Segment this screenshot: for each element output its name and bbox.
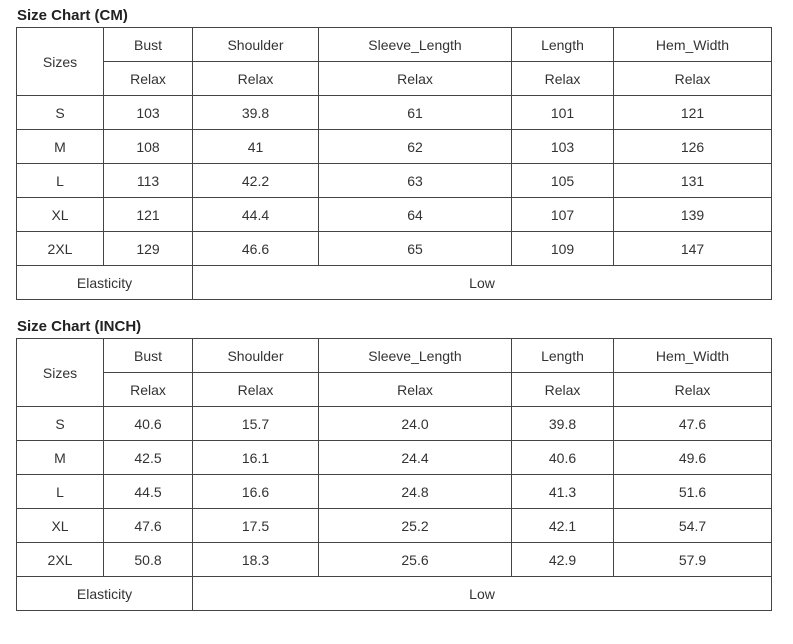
value-cell-length: 40.6	[512, 441, 614, 475]
chart-title-cm: Size Chart (CM)	[17, 7, 128, 24]
table-row	[17, 96, 772, 130]
table-row	[17, 407, 772, 441]
header-row	[17, 339, 772, 373]
column-header-bust: Bust	[104, 28, 193, 62]
value-cell-hem-width: 49.6	[614, 441, 772, 475]
size-cell: L	[17, 164, 104, 198]
value-cell-shoulder: 18.3	[193, 543, 319, 577]
value-cell-hem-width: 131	[614, 164, 772, 198]
value-cell-hem-width: 54.7	[614, 509, 772, 543]
size-cell: M	[17, 441, 104, 475]
value-cell-sleeve-length: 65	[319, 232, 512, 266]
value-cell-bust: 129	[104, 232, 193, 266]
value-cell-sleeve-length: 25.6	[319, 543, 512, 577]
size-cell: S	[17, 407, 104, 441]
subheader-cell: Relax	[614, 62, 772, 96]
table-row	[17, 198, 772, 232]
value-cell-hem-width: 121	[614, 96, 772, 130]
value-cell-shoulder: 46.6	[193, 232, 319, 266]
column-header-sleeve-length: Sleeve_Length	[319, 28, 512, 62]
table-row	[17, 543, 772, 577]
value-cell-length: 42.1	[512, 509, 614, 543]
table-row	[17, 164, 772, 198]
size-cell: 2XL	[17, 232, 104, 266]
value-cell-sleeve-length: 64	[319, 198, 512, 232]
value-cell-length: 107	[512, 198, 614, 232]
value-cell-hem-width: 126	[614, 130, 772, 164]
value-cell-hem-width: 47.6	[614, 407, 772, 441]
value-cell-sleeve-length: 63	[319, 164, 512, 198]
size-table-cm	[16, 27, 772, 300]
subheader-cell: Relax	[104, 62, 193, 96]
value-cell-shoulder: 44.4	[193, 198, 319, 232]
size-cell: S	[17, 96, 104, 130]
value-cell-shoulder: 16.6	[193, 475, 319, 509]
elasticity-label: Elasticity	[17, 577, 193, 611]
value-cell-length: 42.9	[512, 543, 614, 577]
size-cell: L	[17, 475, 104, 509]
column-header-shoulder: Shoulder	[193, 339, 319, 373]
value-cell-bust: 42.5	[104, 441, 193, 475]
value-cell-sleeve-length: 24.8	[319, 475, 512, 509]
table-row	[17, 475, 772, 509]
subheader-cell: Relax	[193, 373, 319, 407]
subheader-cell: Relax	[614, 373, 772, 407]
subheader-cell: Relax	[512, 62, 614, 96]
column-header-length: Length	[512, 28, 614, 62]
value-cell-length: 109	[512, 232, 614, 266]
value-cell-sleeve-length: 24.0	[319, 407, 512, 441]
subheader-cell: Relax	[193, 62, 319, 96]
value-cell-sleeve-length: 25.2	[319, 509, 512, 543]
subheader-cell: Relax	[319, 373, 512, 407]
value-cell-sleeve-length: 62	[319, 130, 512, 164]
value-cell-bust: 40.6	[104, 407, 193, 441]
value-cell-shoulder: 42.2	[193, 164, 319, 198]
column-header-shoulder: Shoulder	[193, 28, 319, 62]
table-row	[17, 509, 772, 543]
value-cell-length: 103	[512, 130, 614, 164]
size-cell: XL	[17, 198, 104, 232]
value-cell-bust: 113	[104, 164, 193, 198]
value-cell-shoulder: 41	[193, 130, 319, 164]
value-cell-shoulder: 15.7	[193, 407, 319, 441]
value-cell-sleeve-length: 24.4	[319, 441, 512, 475]
value-cell-hem-width: 57.9	[614, 543, 772, 577]
elasticity-row	[17, 577, 772, 611]
subheader-row	[17, 62, 772, 96]
sizes-header: Sizes	[17, 339, 104, 407]
column-header-sleeve-length: Sleeve_Length	[319, 339, 512, 373]
value-cell-bust: 47.6	[104, 509, 193, 543]
value-cell-hem-width: 51.6	[614, 475, 772, 509]
value-cell-hem-width: 139	[614, 198, 772, 232]
value-cell-bust: 50.8	[104, 543, 193, 577]
table-row	[17, 441, 772, 475]
column-header-hem-width: Hem_Width	[614, 339, 772, 373]
value-cell-bust: 121	[104, 198, 193, 232]
column-header-bust: Bust	[104, 339, 193, 373]
header-row	[17, 28, 772, 62]
size-table-inch	[16, 338, 772, 611]
column-header-length: Length	[512, 339, 614, 373]
value-cell-shoulder: 16.1	[193, 441, 319, 475]
value-cell-bust: 103	[104, 96, 193, 130]
value-cell-shoulder: 39.8	[193, 96, 319, 130]
size-cell: XL	[17, 509, 104, 543]
value-cell-length: 41.3	[512, 475, 614, 509]
elasticity-label: Elasticity	[17, 266, 193, 300]
subheader-row	[17, 373, 772, 407]
elasticity-value: Low	[193, 577, 772, 611]
column-header-hem-width: Hem_Width	[614, 28, 772, 62]
elasticity-value: Low	[193, 266, 772, 300]
table-row	[17, 232, 772, 266]
subheader-cell: Relax	[104, 373, 193, 407]
value-cell-length: 101	[512, 96, 614, 130]
chart-title-inch: Size Chart (INCH)	[17, 318, 142, 335]
value-cell-shoulder: 17.5	[193, 509, 319, 543]
subheader-cell: Relax	[319, 62, 512, 96]
subheader-cell: Relax	[512, 373, 614, 407]
value-cell-sleeve-length: 61	[319, 96, 512, 130]
size-cell: M	[17, 130, 104, 164]
value-cell-hem-width: 147	[614, 232, 772, 266]
value-cell-length: 39.8	[512, 407, 614, 441]
value-cell-bust: 44.5	[104, 475, 193, 509]
sizes-header: Sizes	[17, 28, 104, 96]
table-row	[17, 130, 772, 164]
size-cell: 2XL	[17, 543, 104, 577]
elasticity-row	[17, 266, 772, 300]
value-cell-length: 105	[512, 164, 614, 198]
value-cell-bust: 108	[104, 130, 193, 164]
